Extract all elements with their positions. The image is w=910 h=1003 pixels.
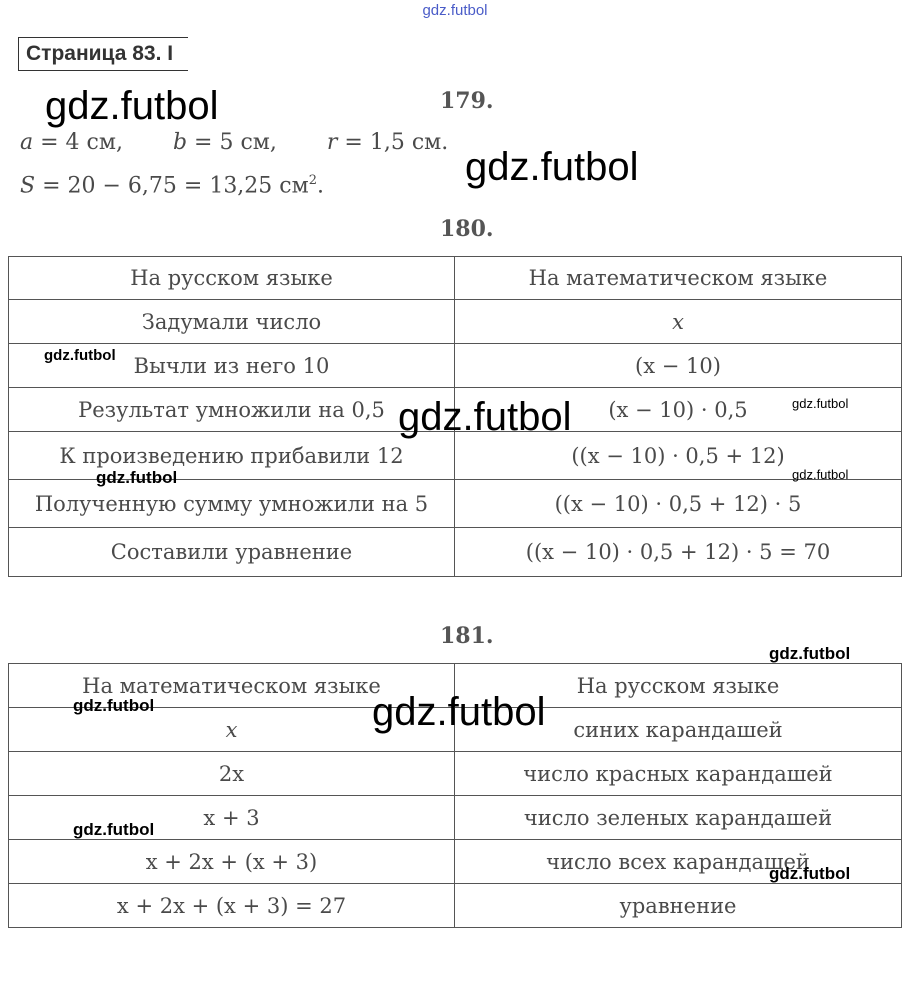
task-179-line-2 bbox=[20, 173, 324, 198]
table-row bbox=[9, 752, 902, 796]
russian-cell: число зеленых карандашей bbox=[455, 796, 902, 840]
area-expression: = 20 − 6,75 = 13,25 см bbox=[35, 173, 309, 199]
table-row bbox=[9, 528, 902, 577]
header-cell: На математическом языке bbox=[9, 664, 455, 708]
math-cell: (x − 10) bbox=[455, 344, 902, 388]
area-end: . bbox=[317, 173, 325, 199]
watermark: gdz.futbol bbox=[769, 644, 851, 663]
table-row bbox=[9, 300, 902, 344]
watermark: gdz.futbol bbox=[73, 696, 155, 715]
task-179-line-1 bbox=[20, 130, 448, 155]
russian-cell: К произведению прибавили 12 bbox=[9, 432, 455, 480]
math-cell: ((x − 10) · 0,5 + 12) bbox=[455, 432, 902, 480]
watermark: gdz.futbol bbox=[465, 145, 639, 189]
watermark: gdz.futbol bbox=[44, 347, 116, 364]
math-cell: x + 3 bbox=[9, 796, 455, 840]
watermark: gdz.futbol bbox=[792, 467, 849, 482]
math-cell: x + 2x + (x + 3) = 27 bbox=[9, 884, 455, 928]
watermark-top: gdz.futbol bbox=[422, 2, 488, 19]
table-row bbox=[9, 840, 902, 884]
task-179-number: 179. bbox=[440, 88, 494, 114]
var-b: b bbox=[172, 130, 188, 155]
math-cell: (x − 10) · 0,5 bbox=[455, 388, 902, 432]
watermark: gdz.futbol bbox=[73, 820, 155, 839]
area-exponent: 2 bbox=[308, 173, 318, 188]
value-b: = 5 см, bbox=[187, 130, 277, 155]
russian-cell: Вычли из него 10 bbox=[9, 344, 455, 388]
russian-cell: Составили уравнение bbox=[9, 528, 455, 577]
header-cell: На русском языке bbox=[9, 257, 455, 300]
math-cell: x bbox=[9, 708, 455, 752]
watermark: gdz.futbol bbox=[398, 395, 572, 439]
var-s: S bbox=[20, 173, 36, 199]
math-cell: ((x − 10) · 0,5 + 12) · 5 bbox=[455, 480, 902, 528]
watermark: gdz.futbol bbox=[769, 864, 851, 883]
table-row bbox=[9, 884, 902, 928]
math-cell: x + 2x + (x + 3) bbox=[9, 840, 455, 884]
russian-cell: уравнение bbox=[455, 884, 902, 928]
header-cell: На математическом языке bbox=[455, 257, 902, 300]
page-label: Страница 83. I bbox=[18, 37, 188, 71]
watermark: gdz.futbol bbox=[96, 468, 178, 487]
watermark: gdz.futbol bbox=[372, 690, 546, 734]
russian-cell: число всех карандащей bbox=[455, 840, 902, 884]
russian-cell: Задумали число bbox=[9, 300, 455, 344]
watermark: gdz.futbol bbox=[792, 396, 849, 411]
watermark: gdz.futbol bbox=[45, 84, 219, 128]
math-cell: ((x − 10) · 0,5 + 12) · 5 = 70 bbox=[455, 528, 902, 577]
russian-cell: Результат умножили на 0,5 bbox=[9, 388, 455, 432]
task-181-number: 181. bbox=[440, 623, 494, 649]
math-cell: 2x bbox=[9, 752, 455, 796]
value-a: = 4 см, bbox=[33, 130, 123, 155]
var-a: a bbox=[20, 130, 34, 155]
value-r: = 1,5 см. bbox=[337, 130, 449, 155]
var-r: r bbox=[326, 130, 338, 155]
table-row bbox=[9, 344, 902, 388]
math-cell: x bbox=[455, 300, 902, 344]
russian-cell: Полученную сумму умножили на 5 bbox=[9, 480, 455, 528]
header-cell: На русском языке bbox=[455, 664, 902, 708]
task-180-number: 180. bbox=[440, 216, 494, 242]
table-header-row bbox=[9, 257, 902, 300]
russian-cell: синих карандашей bbox=[455, 708, 902, 752]
russian-cell: число красных карандашей bbox=[455, 752, 902, 796]
